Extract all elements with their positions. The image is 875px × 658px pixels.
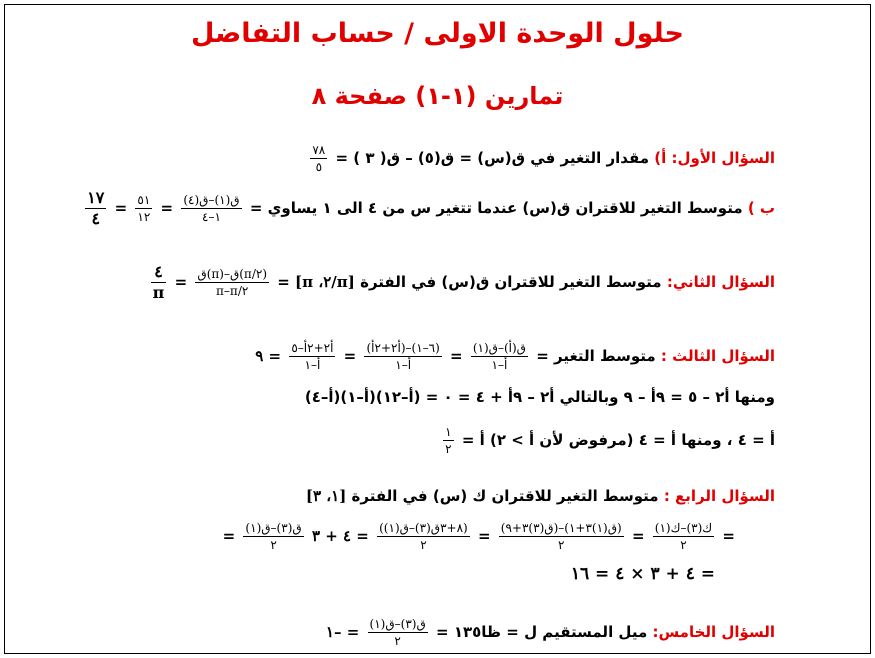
q5-label: السؤال الخامس: (652, 623, 775, 641)
q4-text: متوسط التغير للاقتران ك (س) في الفترة (351, 487, 659, 505)
q3-f1-den: أ–١ (491, 358, 508, 372)
q4-f3-den: ٢ (420, 538, 427, 552)
page-title: حلول الوحدة الاولى / حساب التفاضل (191, 18, 684, 49)
q3-text: متوسط التغير (554, 347, 656, 365)
q2-label: السؤال الثاني: (666, 273, 775, 291)
q2-line: السؤال الثاني: متوسط التغير للاقتران ق(س) في الفترة [π/٢، π] = $\frac{\text{ق(π)–ق(π/٢)}}{\pi-\pi/٢}$ = $\frac{٤}{\pi}$ (152, 262, 775, 302)
q1b-f3-den: ٤ (91, 209, 101, 228)
q5-f-den: ٢ (394, 634, 401, 648)
q4-f2-den: ٢ (558, 538, 565, 552)
q3-f3-den: أ–١ (304, 358, 321, 372)
q4-line-3-text: = ٤ + ٣ × ٤ = ١٦ (570, 564, 715, 584)
q5-text: ميل المستقيم ل = ظا١٣٥ = (436, 623, 648, 641)
q4-f3-num: (٨+٣ق(٣)–ق(١)) (379, 521, 468, 535)
q1b-text: متوسط التغير للاقتران ق(س) عندما تتغير س من ٤ الى ١ يساوي = (249, 199, 743, 217)
equals-sign: = (114, 199, 128, 217)
q4-fraction-4 (243, 520, 303, 553)
q2-f1-num: ق(π)–ق(π/٢) (197, 267, 268, 281)
q4-label: السؤال الرابع : (663, 487, 775, 505)
q3-line-3 (440, 424, 775, 457)
q3-l3-num: ١ (445, 425, 452, 439)
q1b-f2-num: ٥١ (137, 193, 151, 207)
q3-fraction-2 (364, 340, 441, 373)
q2-f2-den: π (152, 283, 165, 302)
q4-f4-num: ق(٣)–ق(١) (245, 521, 302, 535)
q3-line-3-fraction (443, 424, 453, 457)
q1b-label: ب ) (747, 199, 775, 217)
q1b-line (82, 188, 775, 229)
q4-interval: [١، ٣] (305, 487, 347, 505)
q4-f4-prefix: ٤ + ٣ (311, 527, 352, 545)
q3-f3-num: أ٢+٢أ–٥ (291, 341, 334, 355)
q3-fraction-3 (289, 340, 335, 373)
q3-line-3-a: (مرفوض لأن أ > ٢) (490, 431, 634, 449)
q3-f2-num: (أ٢+٢أ)–(٦–١) (366, 341, 440, 355)
q4-line-3 (571, 564, 715, 584)
q1-text: مقدار التغير في ق(س) = ق(٥) – ق( ٣ ) = (335, 149, 650, 167)
q1-result-den: ٥ (315, 160, 323, 174)
q2-text: متوسط التغير للاقتران ق(س) في الفترة (360, 273, 662, 291)
q4-fraction-2 (499, 520, 624, 553)
q2-interval: [π/٢، π] (295, 273, 355, 291)
q3-line-3-b: أ = ٤ ، ومنها أ = ٤ (638, 431, 775, 449)
q3-result: = ٩ (255, 347, 282, 365)
q5-result: = –١ (325, 623, 360, 641)
q2-f2-num: ٤ (151, 262, 167, 283)
q3-line-2 (305, 388, 775, 406)
q4-line (306, 487, 775, 505)
q3-line: السؤال الثالث : متوسط التغير = $\frac{\text{ق(أ)–ق(١)}}{\text{أ–١}}$ = $\frac{\text{(أ٢+٢أ)–(٦–١)}}{\text{أ–١}}$ = $\frac{\text{أ٢+٢أ–٥}}{\text{أ–١}}$ = ٩ (255, 341, 775, 372)
q4-f1-den: ٢ (680, 538, 687, 552)
q1b-f2-den: ١٢ (137, 210, 151, 224)
q2-fraction-2 (151, 262, 167, 303)
q3-l3-den: ٢ (445, 442, 452, 456)
q3-line-2-text: ومنها أ٢ – ٥ = ٩أ – ٩ وبالتالي أ٢ – ٩أ + ٤ = ٠ = (أ–١٢)(أ–١)(أ–٤) (304, 388, 775, 406)
q3-line-3-prefix: أ = (461, 431, 485, 449)
q2-f1-den: π–π/٢ (216, 284, 249, 298)
q4-fraction-3 (377, 520, 470, 553)
q1b-fraction-3 (85, 188, 106, 229)
q1-result-num: ٧٨ (312, 143, 326, 157)
equals-sign: = (160, 199, 174, 217)
q3-fraction-1 (471, 340, 528, 373)
q3-f1-num: ق(أ)–ق(١) (472, 341, 526, 355)
q1b-f3-num: ١٧ (87, 188, 105, 207)
q4-line-2: = $\frac{\text{ك(٣)–ك(١)}}{٢}$ = $\frac{\text{(ق(٣)٣+٩)–(ق(١)٣+١)}}{٢}$ = $\frac{\text{(٨+٣ق(٣)–ق(١))}}{٢}$ = ٤ + ٣ $\frac{\text{ق(٣)–ق(١)}}{٢}$ = (222, 521, 735, 552)
q2-fraction-1 (195, 266, 269, 299)
q3-label: السؤال الثالث : (660, 347, 775, 365)
q4-f2-num: (ق(٣)٣+٩)–(ق(١)٣+١) (500, 521, 622, 535)
q4-f4-den: ٢ (270, 538, 277, 552)
q1b-fraction-2 (135, 192, 152, 225)
q3-f2-den: أ–١ (395, 358, 412, 372)
q1-label: السؤال الأول: أ) (654, 149, 775, 167)
q1b-fraction-1 (181, 192, 241, 225)
q5-line (326, 616, 775, 649)
q5-fraction (368, 616, 428, 649)
q1-line (307, 142, 775, 175)
q1b-f1-den: ١–٤ (202, 210, 221, 224)
q1-result-fraction (310, 142, 327, 175)
q5-f-num: ق(٣)–ق(١) (369, 617, 426, 631)
page-subtitle: تمارين (١-١) صفحة ٨ (311, 82, 564, 110)
q1b-f1-num: ق(١)–ق(٤) (183, 193, 240, 207)
q4-fraction-1 (653, 520, 714, 553)
q4-f1-num: ك(٣)–ك(١) (654, 521, 713, 535)
